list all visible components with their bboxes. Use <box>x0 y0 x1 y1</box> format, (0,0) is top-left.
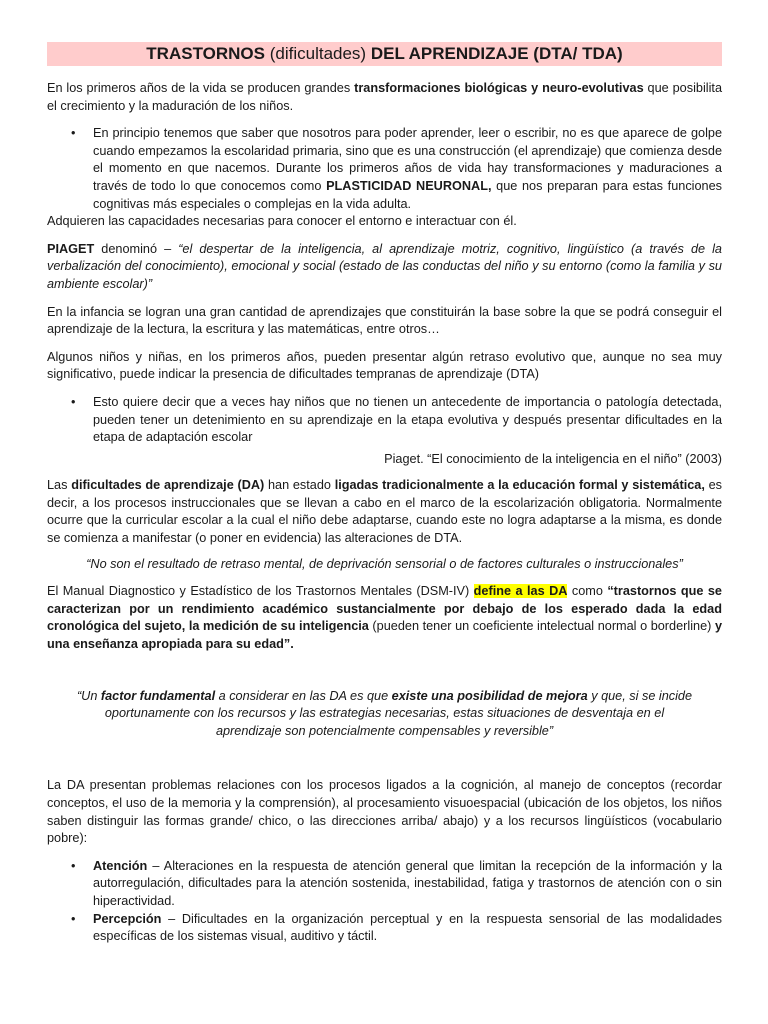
da-bold-b: dificultades de aprendizaje (DA) <box>71 478 265 493</box>
piaget-paragraph <box>47 241 722 294</box>
bullet1-text-c: que nos preparan para estas funciones cognitivas más especiales o complejas en la vida adulta. <box>93 178 722 211</box>
percepcion-term: Percepción <box>93 911 162 926</box>
bullet1-text-a: En principio tenemos que saber que nosotros para poder aprender, leer o escribir, no es que aparece de golpe cuando empezamos la escolaridad primaria, sino que es una construcción (el aprendizaje) que comienza desde el momento en que nacemos. Durante los primeros años de vida hay transformaciones y maduraciones a través de todo lo que conocemos como <box>93 126 722 193</box>
dsm-text-c: como <box>567 584 608 599</box>
dsm-bold-f: y una enseñanza apropiada para su edad”. <box>47 619 722 652</box>
bullet-icon: • <box>71 394 76 409</box>
da-text-e: es decir, a los procesos instruccionales que se llevan a cabo en el marco de la escolarización obligatoria. Normalmente ocurre que la curricular escolar a la cual el niño debe adaptarse, cuando este no logra adaptarse a la misma, es donde se comienza a manifestar (o poner en evidencia) las alteraciones de DTA. <box>47 478 722 546</box>
list-item <box>47 125 722 213</box>
infancia-paragraph: En la infancia se logran una gran cantidad de aprendizajes que constituirán la base sobre la que se podrá conseguir el aprendizaje de la lectura, la escritura y las matemáticas, entre otros… <box>47 304 722 337</box>
quote-no-son: “No son el resultado de retraso mental, de deprivación sensorial o de factores culturales o instruccionales” <box>86 556 683 571</box>
piaget-quote: “el despertar de la inteligencia, al aprendizaje motriz, cognitivo, lingüístico (a través de la verbalización del conocimiento), emocional y social (estado de las conductas del niño y su entorno (como la familia y su ambiente escolar)” <box>47 241 722 291</box>
intro-paragraph <box>47 80 722 115</box>
dsm-text-e: (pueden tener un coeficiente intelectual normal o borderline) <box>368 619 715 634</box>
da-text-a: Las <box>47 478 72 493</box>
atencion-text: – Alteraciones en la respuesta de atención general que limitan la recepción de la información y la autorregulación, dificultades para la atención sostenida, inestabilidad, fatiga y trastornos de atención con o sin hiperactividad. <box>93 858 722 908</box>
quote2-bold-b: factor fundamental <box>100 688 216 703</box>
bullet-icon: • <box>71 858 76 873</box>
piaget-verb: denominó – <box>94 241 179 256</box>
page-title <box>47 42 722 66</box>
da-paragraph <box>47 477 722 547</box>
dsm-text-a: El Manual Diagnostico y Estadístico de los Trastornos Mentales (DSM-IV) <box>47 584 474 599</box>
bullet1-bold: PLASTICIDAD NEURONAL, <box>326 178 492 193</box>
dsm-bold-d: “trastornos que se caracterizan por un rendimiento académico sustancialmente por debajo de los esperado dada la edad cronológica del sujeto, la medición de su inteligencia <box>47 584 722 634</box>
list-item <box>47 858 722 911</box>
intro-bold: transformaciones biológicas y neuro-evolutivas <box>354 81 644 95</box>
bullet-icon: • <box>71 126 76 141</box>
bullet-list-plasticity <box>47 125 722 213</box>
list-item <box>47 911 722 946</box>
quote2-text-e: y que, si se incide oportunamente con los recursos y las estrategias necesarias, estas situaciones de desventaja en el aprendizaje son potencialmente compensables y reversible” <box>104 688 693 738</box>
dsm-highlight: define a las DA <box>473 584 568 599</box>
da-bold-d: ligadas tradicionalmente a la educación formal y sistemática, <box>334 478 705 493</box>
atencion-term: Atención <box>93 858 148 873</box>
intro-text-c: que posibilita el crecimiento y la maduración de los niños. <box>47 81 722 113</box>
percepcion-text: – Dificultades en la organización perceptual y en la respuesta sensorial de las modalidades específicas de los sistemas visual, auditivo y táctil. <box>93 911 722 944</box>
quote2-text-a: “Un <box>76 688 101 703</box>
intro-text-a: En los primeros años de la vida se producen grandes <box>47 81 355 95</box>
dsm-paragraph <box>47 583 722 653</box>
quote-factor <box>47 688 722 741</box>
document-page <box>47 42 722 946</box>
bullet-list-delay <box>47 394 722 447</box>
list-item <box>47 394 722 447</box>
bullet2-text: Esto quiere decir que a veces hay niños que no tienen un antecedente de importancia o patología detectada, pueden tener un detenimiento en su aprendizaje en la etapa evolutiva y después presentar dificultades en la etapa de adaptación escolar <box>93 394 722 445</box>
bullet-icon: • <box>71 911 76 926</box>
citation: Piaget. “El conocimiento de la inteligencia en el niño” (2003) <box>384 451 722 466</box>
piaget-name: PIAGET <box>47 241 95 256</box>
bullet-list-areas <box>47 858 722 946</box>
algunos-paragraph: Algunos niños y niñas, en los primeros años, pueden presentar algún retraso evolutivo que, aunque no sea muy significativo, puede indicar la presencia de dificultades tempranas de aprendizaje (DTA) <box>47 349 722 382</box>
quote2-text-c: a considerar en las DA es que <box>215 688 392 703</box>
quote2-bold-d: existe una posibilidad de mejora <box>391 688 588 703</box>
adquieren-paragraph: Adquieren las capacidades necesarias para conocer el entorno e interactuar con él. <box>47 214 517 229</box>
title-part-1: TRASTORNOS <box>146 44 265 63</box>
title-part-2: (dificultades) <box>265 44 371 63</box>
title-part-3: DEL APRENDIZAJE (DTA/ TDA) <box>370 44 623 63</box>
da-text-c: han estado <box>264 478 335 493</box>
problemas-paragraph: La DA presentan problemas relaciones con los procesos ligados a la cognición, al manejo de conceptos (recordar conceptos, el uso de la memoria y la comprensión), al procesamiento visuoespacial (ubicación de los objetos, los niños saben distinguir las formas grande/ chico, o las direcciones arriba/ abajo) y a los recursos lingüísticos (vocabulario pobre): <box>47 778 722 846</box>
